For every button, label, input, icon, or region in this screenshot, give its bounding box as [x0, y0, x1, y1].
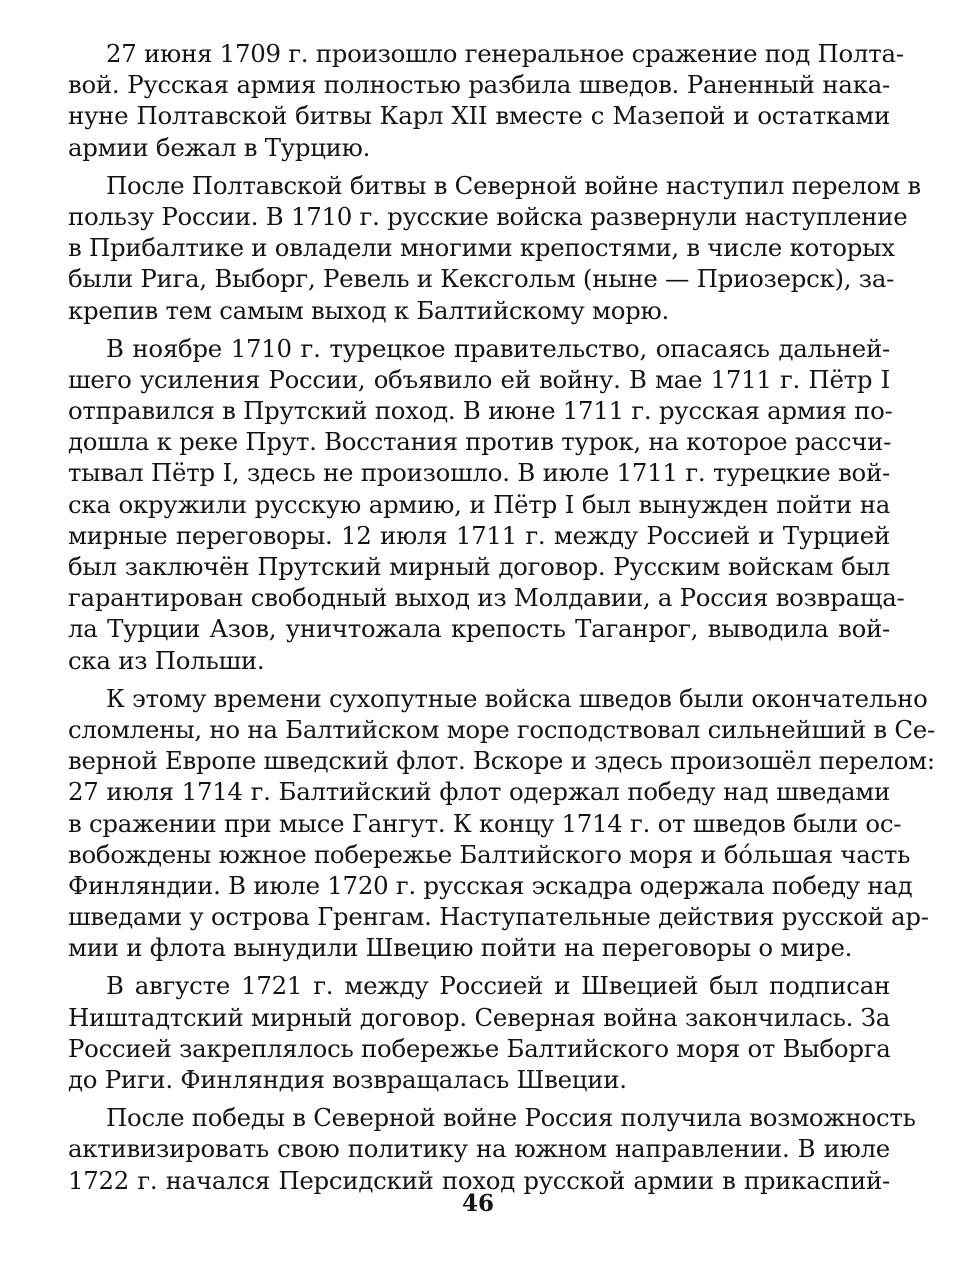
text-line: шведами у острова Гренгам. Наступательные действия русской ар-	[68, 902, 929, 932]
text-line: 27 июня 1709 г. произошло генеральное сражение под Полта-	[106, 39, 904, 68]
text-line: в Прибалтике и овладели многими крепостями, в числе которых	[68, 233, 895, 263]
paragraph-poltava-battle	[68, 38, 904, 163]
text-line: гарантирован свободный выход из Молдавии, а Россия возвраща-	[68, 583, 905, 613]
text-line: Россией закреплялось побережье Балтийского моря от Выборга	[68, 1033, 891, 1063]
text-line: мирные переговоры. 12 июля 1711 г. между Россией и Турцией	[68, 520, 890, 550]
text-line: армии бежал в Турцию.	[68, 132, 371, 162]
text-line: шего усиления России, объявило ей войну. В мае 1711 г. Пётр I	[68, 364, 890, 394]
text-line: был заключён Прутский мирный договор. Русским войскам был	[68, 552, 890, 581]
text-line: В ноябре 1710 г. турецкое правительство, опасаясь дальней-	[106, 333, 890, 363]
text-line: Финляндии. В июле 1720 г. русская эскадра одержала победу над	[68, 870, 913, 900]
text-line: 27 июля 1714 г. Балтийский флот одержал победу над шведами	[68, 777, 890, 807]
text-line: После Полтавской битвы в Северной войне наступил перелом в	[106, 170, 921, 200]
text-line: верной Европе шведский флот. Вскоре и здесь произошёл перелом:	[68, 746, 935, 776]
page-body	[68, 38, 935, 1203]
text-line: активизировать свою политику на южном направлении. В июле	[68, 1134, 890, 1164]
text-line: мии и флота вынудили Швецию пойти на переговоры о мире.	[68, 933, 853, 963]
text-line: К этому времени сухопутные войска шведов были окончательно	[106, 683, 928, 713]
text-line: крепив тем самым выход к Балтийскому морю.	[68, 295, 669, 325]
text-line: В августе 1721 г. между Россией и Швецией был подписан	[106, 971, 890, 1001]
text-line: были Рига, Выборг, Ревель и Кексгольм (ныне — Приозерск), за-	[68, 264, 895, 294]
paragraph-prut-campaign	[68, 333, 905, 676]
text-line: 1722 г. начался Персидский поход русской армии в прикаспий-	[68, 1165, 890, 1195]
text-line: вой. Русская армия полностью разбила шведов. Раненный нака-	[68, 70, 890, 100]
page-number: 46	[461, 1190, 494, 1217]
paragraph-persian-campaign	[68, 1102, 916, 1196]
text-line: ла Турции Азов, уничтожала крепость Таганрог, выводила вой-	[68, 614, 890, 644]
text-line: нуне Полтавской битвы Карл XII вместе с Мазепой и остатками	[68, 101, 890, 131]
text-line: Ништадтский мирный договор. Северная война закончилась. За	[68, 1002, 890, 1032]
paragraph-naval-victories	[68, 683, 935, 964]
paragraph-nystad-treaty	[68, 970, 890, 1095]
text-line: тывал Пётр I, здесь не произошло. В июле 1711 г. турецкие вой-	[68, 458, 890, 488]
text-line: После победы в Северной войне Россия получила возможность	[106, 1103, 916, 1133]
text-line: отправился в Прутский поход. В июне 1711 г. русская армия по-	[68, 396, 893, 426]
text-line: ска из Польши.	[68, 645, 265, 675]
text-line: вобождены южное побережье Балтийского моря и бóльшая часть	[68, 839, 911, 869]
text-line: в сражении при мысе Гангут. К концу 1714 г. от шведов были ос-	[68, 808, 902, 838]
paragraph-baltic-offensive	[68, 170, 921, 326]
text-line: ска окружили русскую армию, и Пётр I был вынужден пойти на	[68, 489, 890, 519]
text-line: до Риги. Финляндия возвращалась Швеции.	[68, 1065, 627, 1094]
text-line: сломлены, но на Балтийском море господствовал сильнейший в Се-	[68, 714, 935, 744]
text-line: дошла к реке Прут. Восстания против турок, на которое рассчи-	[68, 427, 892, 457]
text-line: пользу России. В 1710 г. русские войска развернули наступление	[68, 201, 908, 231]
